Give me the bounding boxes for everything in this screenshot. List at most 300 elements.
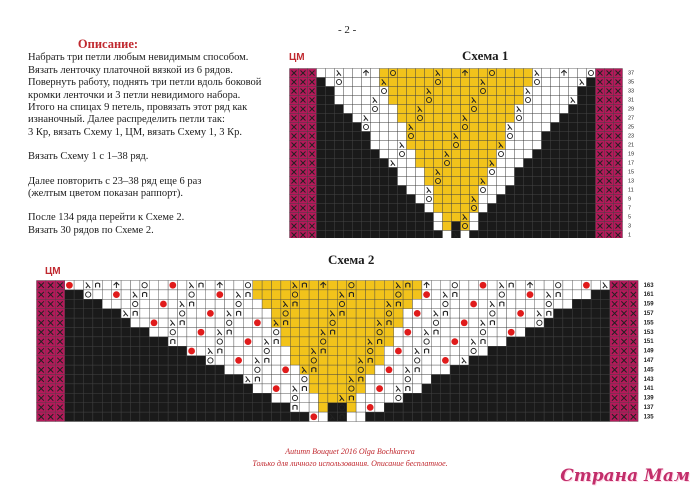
chart-cell <box>515 195 524 204</box>
chart-cell <box>578 177 587 186</box>
chart-cell <box>317 168 326 177</box>
chart-cell <box>443 186 452 195</box>
chart-cell <box>362 78 371 87</box>
chart-cell <box>533 105 542 114</box>
chart-cell <box>347 290 356 299</box>
chart-cell <box>131 328 140 337</box>
chart-cell <box>535 393 544 402</box>
chart-cell <box>272 309 281 318</box>
chart-cell <box>102 365 111 374</box>
chart-cell <box>140 346 149 355</box>
chart-cell <box>290 318 299 327</box>
chart-cell <box>159 403 168 412</box>
chart-cell <box>272 346 281 355</box>
chart-cell <box>443 177 452 186</box>
chart-cell <box>93 403 102 412</box>
chart-cell <box>215 299 224 308</box>
chart-cell <box>74 290 83 299</box>
chart-cell <box>178 290 187 299</box>
chart-cell <box>102 393 111 402</box>
chart-cell <box>560 177 569 186</box>
chart-cell <box>326 87 335 96</box>
chart-cell <box>461 195 470 204</box>
chart-cell <box>344 78 353 87</box>
chart-cell <box>234 375 243 384</box>
chart-cell <box>234 384 243 393</box>
chart-cell <box>563 365 572 374</box>
chart-cell <box>431 318 440 327</box>
chart-cell <box>159 337 168 346</box>
chart-cell <box>121 356 130 365</box>
chart-cell <box>507 281 516 290</box>
chart-cell <box>366 309 375 318</box>
chart-cell <box>74 318 83 327</box>
chart-cell <box>366 318 375 327</box>
chart-cell <box>196 356 205 365</box>
row-number-label: 161 <box>643 292 654 299</box>
chart-cell <box>394 299 403 308</box>
chart-cell <box>131 309 140 318</box>
chart-cell <box>478 384 487 393</box>
chart-cell <box>407 222 416 231</box>
chart-cell <box>461 222 470 231</box>
chart-cell <box>403 281 412 290</box>
chart-cell <box>507 299 516 308</box>
chart-cell <box>380 186 389 195</box>
chart-cell <box>497 337 506 346</box>
chart-cell <box>431 346 440 355</box>
chart-cell <box>497 195 506 204</box>
chart-cell <box>347 346 356 355</box>
chart-cell <box>407 141 416 150</box>
chart-cell <box>326 159 335 168</box>
chart-cell <box>281 281 290 290</box>
chart-cell <box>102 309 111 318</box>
chart-cell <box>582 365 591 374</box>
chart-cell <box>591 309 600 318</box>
chart-cell <box>587 150 596 159</box>
chart-cell <box>416 177 425 186</box>
chart-cell <box>149 412 158 421</box>
chart-cell <box>74 356 83 365</box>
chart-cell <box>149 337 158 346</box>
chart-cell <box>516 403 525 412</box>
description-line: кромки ленточки и 3 петли невидимого набора. <box>28 89 241 101</box>
chart-cell <box>178 384 187 393</box>
chart-cell <box>319 337 328 346</box>
chart-cell <box>84 412 93 421</box>
chart-cell <box>187 365 196 374</box>
chart-cell <box>582 337 591 346</box>
chart-cell <box>262 393 271 402</box>
row-number-label: 151 <box>643 339 654 346</box>
chart-cell <box>187 337 196 346</box>
chart-cell <box>121 281 130 290</box>
chart-cell <box>551 132 560 141</box>
chart-cell <box>353 123 362 132</box>
chart-cell <box>394 337 403 346</box>
chart-cell <box>560 123 569 132</box>
chart-cell <box>326 204 335 213</box>
chart-cell <box>335 204 344 213</box>
chart-cell <box>335 159 344 168</box>
chart-cell <box>431 393 440 402</box>
chart-cell <box>353 141 362 150</box>
chart-cell <box>371 231 380 239</box>
chart-cell <box>326 96 335 105</box>
chart-cell <box>460 393 469 402</box>
chart-cell <box>366 346 375 355</box>
chart-cell <box>149 309 158 318</box>
chart-cell <box>542 168 551 177</box>
chart-cell <box>375 299 384 308</box>
chart-cell <box>460 403 469 412</box>
chart-cell <box>416 150 425 159</box>
row-number-label: 163 <box>643 282 654 289</box>
chart-cell <box>563 337 572 346</box>
chart-cell <box>225 412 234 421</box>
chart-cell <box>272 412 281 421</box>
chart-cell <box>337 318 346 327</box>
chart-cell <box>488 168 497 177</box>
chart-cell <box>533 195 542 204</box>
chart-cell <box>317 222 326 231</box>
chart-cell <box>407 231 416 239</box>
chart-cell <box>416 114 425 123</box>
chart-cell <box>317 96 326 105</box>
chart-cell <box>394 375 403 384</box>
chart-cell <box>542 195 551 204</box>
chart-cell <box>178 375 187 384</box>
chart-cell <box>587 186 596 195</box>
chart-cell <box>375 412 384 421</box>
chart-cell <box>371 195 380 204</box>
chart-cell <box>488 222 497 231</box>
chart-cell <box>149 328 158 337</box>
chart-cell <box>524 159 533 168</box>
chart-cell <box>542 105 551 114</box>
chart-cell <box>591 412 600 421</box>
chart-cell <box>425 123 434 132</box>
description-paragraph <box>28 52 288 139</box>
chart-cell <box>262 346 271 355</box>
chart-cell <box>450 318 459 327</box>
chart-cell <box>344 177 353 186</box>
row-number-label: 1 <box>628 232 632 238</box>
chart-cell <box>507 393 516 402</box>
chart-cell <box>243 356 252 365</box>
chart-cell <box>478 356 487 365</box>
chart-cell <box>243 328 252 337</box>
chart-cell <box>112 412 121 421</box>
chart-cell <box>362 96 371 105</box>
chart-cell <box>300 328 309 337</box>
chart-cell <box>344 105 353 114</box>
chart-cell <box>434 87 443 96</box>
chart-cell <box>601 290 610 299</box>
chart-cell <box>470 186 479 195</box>
chart-cell <box>335 105 344 114</box>
chart-cell <box>560 141 569 150</box>
chart-cell <box>601 403 610 412</box>
chart-cell <box>281 403 290 412</box>
chart-cell <box>159 346 168 355</box>
chart-cell <box>74 375 83 384</box>
chart-cell <box>394 309 403 318</box>
chart-cell <box>507 375 516 384</box>
chart-cell <box>335 123 344 132</box>
chart-cell <box>533 132 542 141</box>
chart-cell <box>461 132 470 141</box>
chart-cell <box>362 177 371 186</box>
chart-cell <box>516 281 525 290</box>
chart-cell <box>375 290 384 299</box>
chart-cell <box>347 337 356 346</box>
chart-cell <box>121 299 130 308</box>
chart-cell <box>524 96 533 105</box>
chart-cell <box>413 375 422 384</box>
chart-cell <box>542 150 551 159</box>
chart-cell <box>478 375 487 384</box>
chart-cell <box>335 96 344 105</box>
chart-cell <box>371 105 380 114</box>
chart-cell <box>469 346 478 355</box>
chart-cell <box>196 393 205 402</box>
chart-cell <box>102 281 111 290</box>
chart-cell <box>515 159 524 168</box>
chart-cell <box>479 132 488 141</box>
chart-cell <box>362 141 371 150</box>
chart-cell <box>225 375 234 384</box>
chart-cell <box>587 231 596 239</box>
stitch-symbol-dot <box>273 385 280 392</box>
chart-cell <box>403 337 412 346</box>
chart-cell <box>431 337 440 346</box>
chart-cell <box>74 346 83 355</box>
chart-cell <box>140 393 149 402</box>
chart-cell <box>371 177 380 186</box>
chart-cell <box>601 356 610 365</box>
chart-cell <box>441 403 450 412</box>
chart-cell <box>407 78 416 87</box>
chart-cell <box>253 365 262 374</box>
chart-cell <box>384 412 393 421</box>
chart-cell <box>515 213 524 222</box>
chart-cell <box>131 365 140 374</box>
chart-cell <box>140 328 149 337</box>
chart-cell <box>281 393 290 402</box>
chart-cell <box>131 281 140 290</box>
chart-cell <box>300 346 309 355</box>
chart-cell <box>434 159 443 168</box>
chart-cell <box>497 96 506 105</box>
chart-cell <box>569 222 578 231</box>
chart-cell <box>326 141 335 150</box>
chart-cell <box>112 393 121 402</box>
chart-cell <box>488 78 497 87</box>
stitch-symbol-dot <box>414 310 421 317</box>
chart-cell <box>344 168 353 177</box>
chart-cell <box>434 132 443 141</box>
chart-cell <box>281 412 290 421</box>
chart-cell <box>389 87 398 96</box>
chart-cell <box>470 168 479 177</box>
chart-cell <box>380 105 389 114</box>
chart-cell <box>196 346 205 355</box>
chart-cell <box>206 412 215 421</box>
chart-cell <box>215 375 224 384</box>
chart-cell <box>262 281 271 290</box>
chart-cell <box>587 105 596 114</box>
chart-cell <box>596 231 605 239</box>
chart-cell <box>572 346 581 355</box>
chart-cell <box>533 222 542 231</box>
description-line: Вязать Схему 1 с 1–38 ряд. <box>28 151 149 163</box>
row-number-label: 157 <box>643 310 654 317</box>
chart-cell <box>272 403 281 412</box>
stitch-symbol-dot <box>517 310 524 317</box>
chart-cell <box>366 375 375 384</box>
chart-cell <box>93 337 102 346</box>
chart-cell <box>525 384 534 393</box>
chart-cell <box>102 356 111 365</box>
chart-cell <box>425 96 434 105</box>
stitch-symbol-dot <box>151 319 158 326</box>
chart-cell <box>578 213 587 222</box>
chart-cell <box>535 328 544 337</box>
chart-cell <box>234 309 243 318</box>
chart-cell <box>319 412 328 421</box>
chart-cell <box>544 281 553 290</box>
chart-cell <box>525 412 534 421</box>
chart-cell <box>434 150 443 159</box>
chart-cell <box>582 384 591 393</box>
chart-cell <box>434 177 443 186</box>
chart-cell <box>234 299 243 308</box>
chart-cell <box>215 346 224 355</box>
chart-cell <box>569 78 578 87</box>
chart-cell <box>300 356 309 365</box>
chart-cell <box>551 213 560 222</box>
chart-cell <box>452 96 461 105</box>
chart-cell <box>544 403 553 412</box>
chart-cell <box>578 132 587 141</box>
chart-cell <box>168 346 177 355</box>
chart-cell <box>479 87 488 96</box>
chart-cell <box>578 114 587 123</box>
chart-cell <box>533 186 542 195</box>
chart-cell <box>74 328 83 337</box>
chart-cell <box>416 132 425 141</box>
chart-cell <box>168 412 177 421</box>
chart-cell <box>371 114 380 123</box>
chart-cell <box>290 299 299 308</box>
chart-cell <box>398 177 407 186</box>
chart-cell <box>470 231 479 239</box>
chart-cell <box>560 105 569 114</box>
description-line: Вязать ленточку платочной вязкой из 6 рядов. <box>28 64 233 76</box>
chart-cell <box>178 393 187 402</box>
chart-cell <box>328 337 337 346</box>
chart-cell <box>394 318 403 327</box>
chart-cell <box>479 159 488 168</box>
chart-cell <box>488 69 497 78</box>
chart-cell <box>450 403 459 412</box>
chart-cell <box>443 132 452 141</box>
chart-cell <box>380 132 389 141</box>
chart-cell <box>140 309 149 318</box>
chart-cell <box>398 168 407 177</box>
chart-cell <box>326 105 335 114</box>
chart-cell <box>159 318 168 327</box>
chart-cell <box>497 168 506 177</box>
chart-cell <box>140 337 149 346</box>
chart-cell <box>403 393 412 402</box>
chart-cell <box>281 318 290 327</box>
chart-cell <box>554 346 563 355</box>
chart-cell <box>371 69 380 78</box>
chart-cell <box>290 356 299 365</box>
chart-cell <box>560 96 569 105</box>
chart-cell <box>525 356 534 365</box>
chart-cell <box>479 150 488 159</box>
chart-cell <box>470 87 479 96</box>
chart-cell <box>560 150 569 159</box>
chart-cell <box>317 132 326 141</box>
chart-cell <box>461 168 470 177</box>
chart-cell <box>353 231 362 239</box>
chart-cell <box>441 412 450 421</box>
chart-cell <box>371 150 380 159</box>
chart-cell <box>516 375 525 384</box>
chart-cell <box>102 412 111 421</box>
chart-cell <box>422 365 431 374</box>
chart-cell <box>347 365 356 374</box>
row-number-label: 159 <box>643 301 654 308</box>
chart-cell <box>479 204 488 213</box>
chart-cell <box>497 87 506 96</box>
chart-cell <box>234 318 243 327</box>
stitch-symbol-dot <box>395 348 402 355</box>
chart-cell <box>422 318 431 327</box>
chart-cell <box>389 195 398 204</box>
chart-cell <box>572 384 581 393</box>
chart-cell <box>434 186 443 195</box>
chart-cell <box>84 375 93 384</box>
chart-cell <box>470 159 479 168</box>
chart-cell <box>516 337 525 346</box>
row-number-label: 25 <box>628 124 635 131</box>
chart-cell <box>102 318 111 327</box>
chart-cell <box>563 328 572 337</box>
chart-cell <box>569 114 578 123</box>
chart-cell <box>407 96 416 105</box>
chart-cell <box>478 309 487 318</box>
chart-cell <box>326 186 335 195</box>
chart-cell <box>384 393 393 402</box>
chart-cell <box>544 318 553 327</box>
chart-cell <box>84 384 93 393</box>
chart-cell <box>441 375 450 384</box>
chart-cell <box>225 393 234 402</box>
chart-cell <box>328 356 337 365</box>
chart-cell <box>431 384 440 393</box>
chart-cell <box>506 231 515 239</box>
chart-cell <box>196 309 205 318</box>
chart-cell <box>309 309 318 318</box>
chart-cell <box>563 412 572 421</box>
description-paragraph <box>28 212 288 237</box>
